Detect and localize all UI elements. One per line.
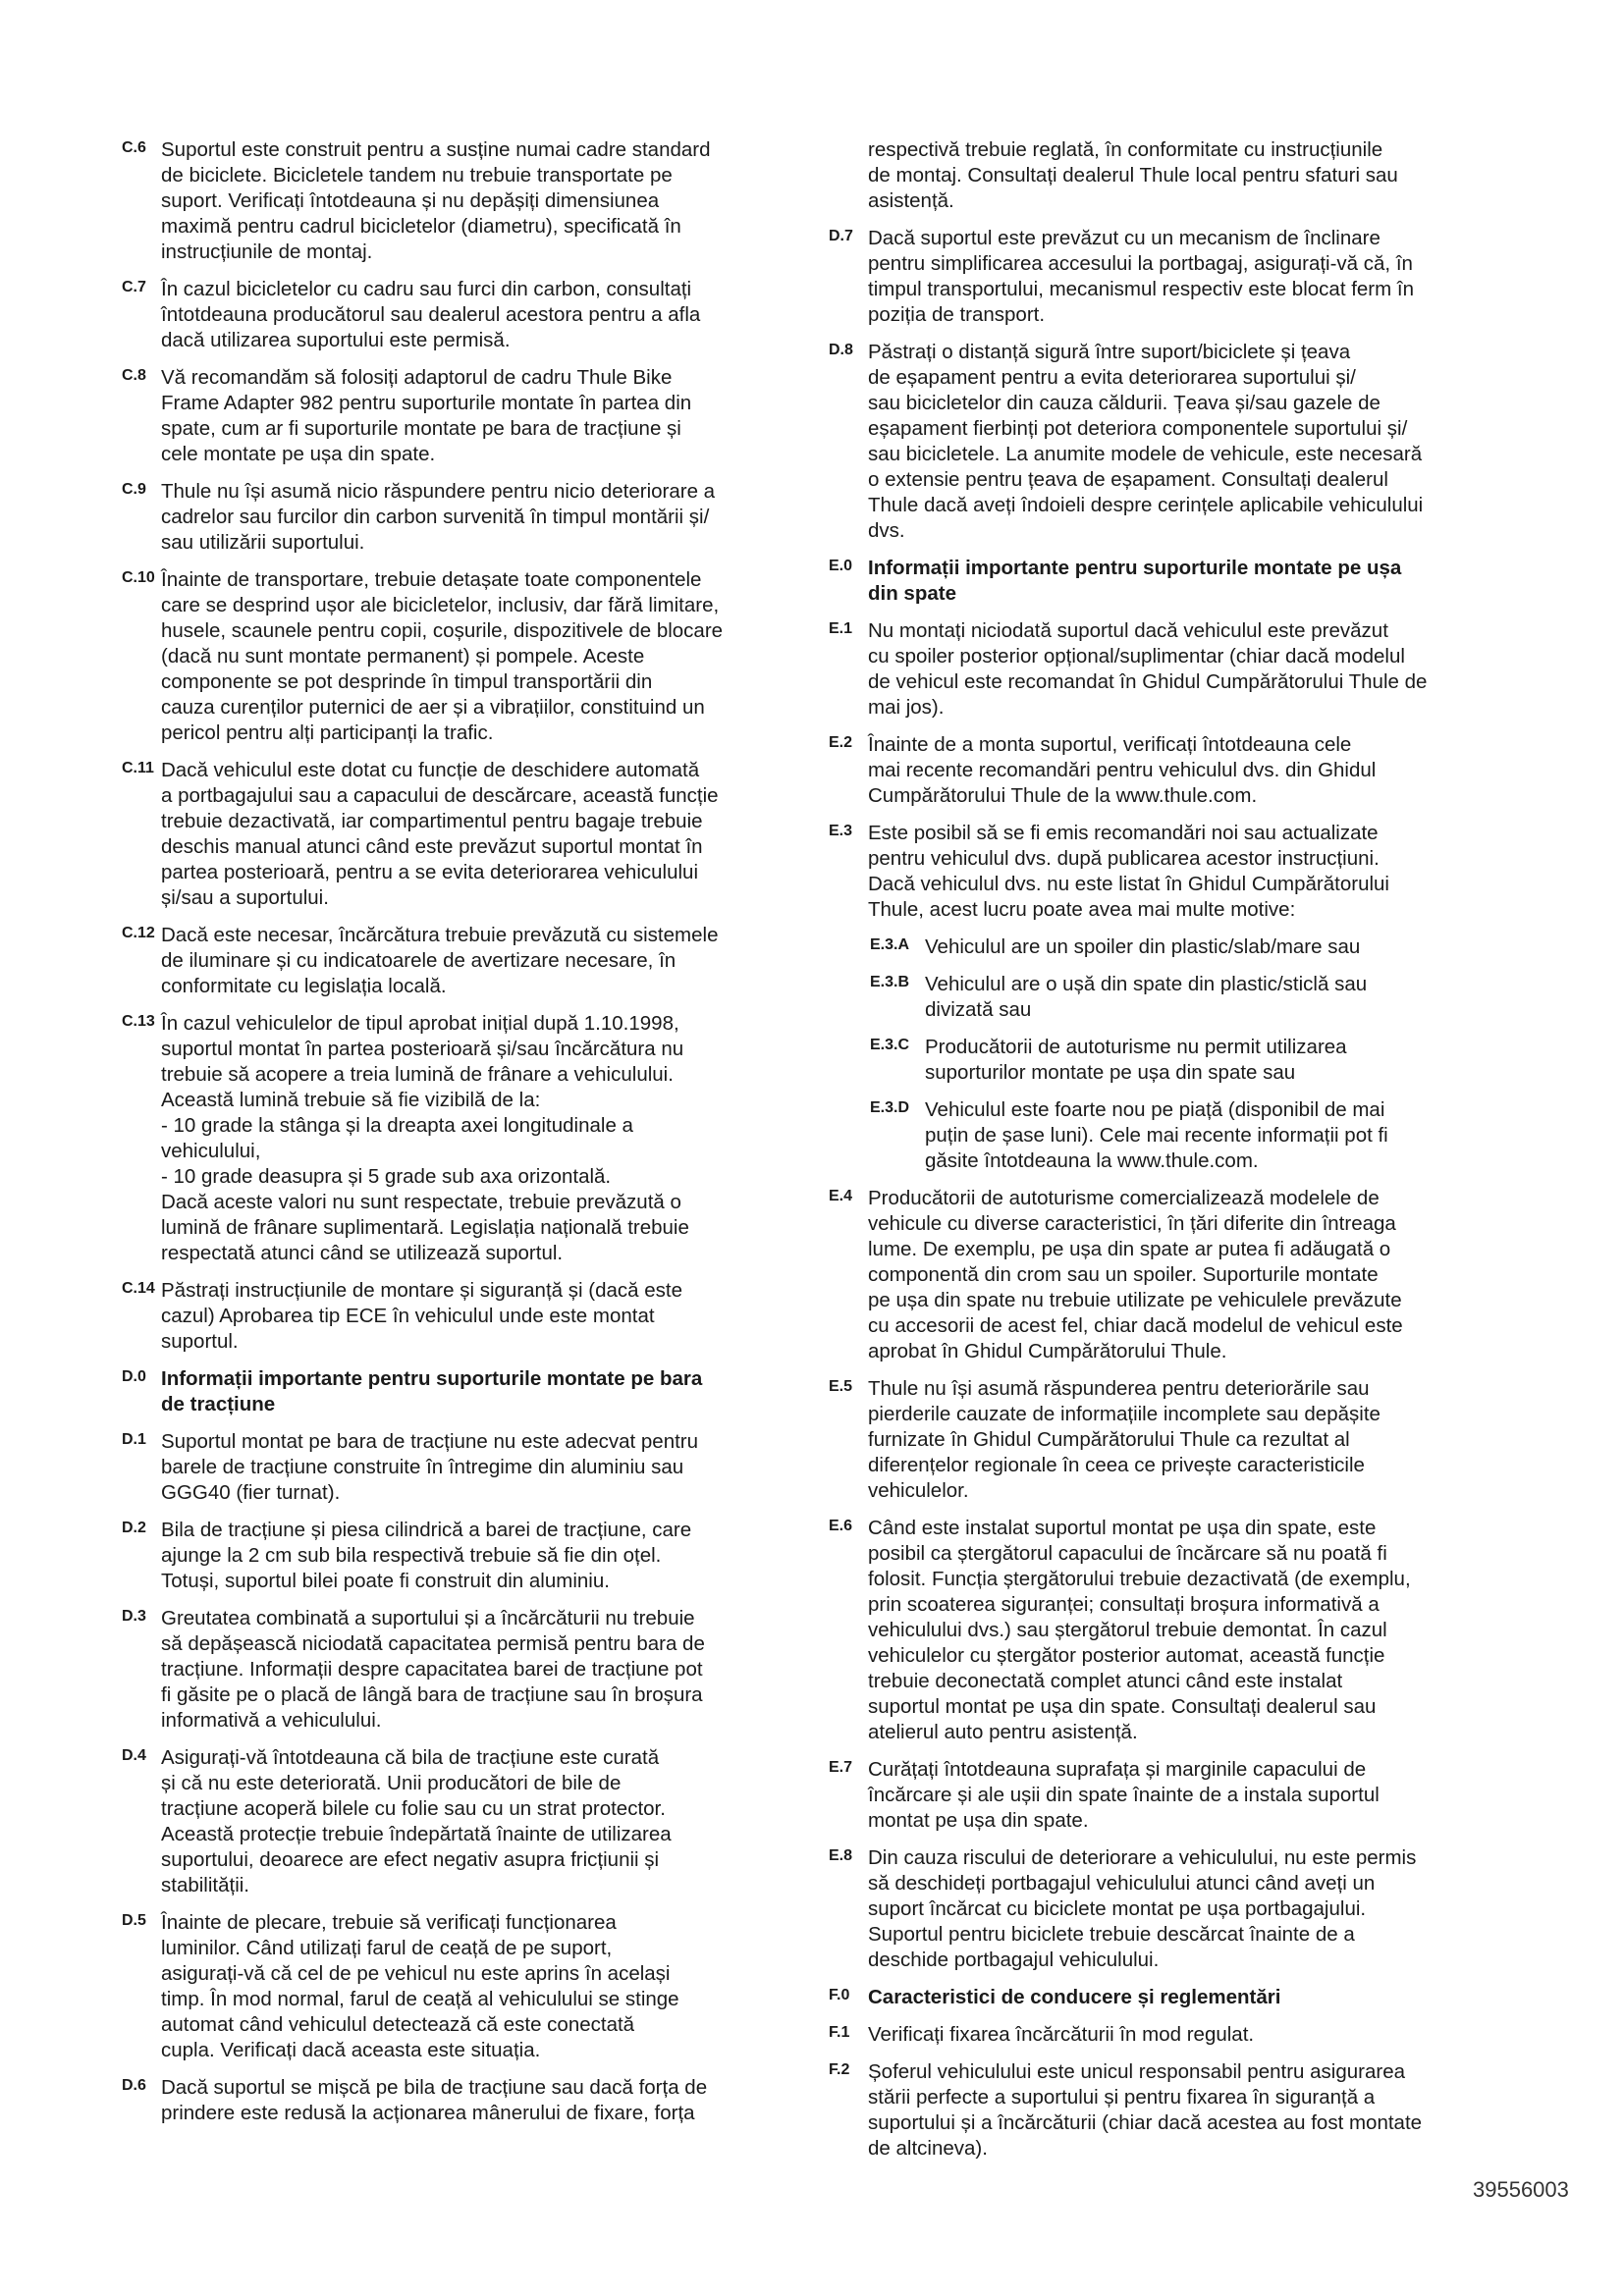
list-item xyxy=(829,1845,1516,1973)
list-item xyxy=(870,972,1516,1023)
item-text: Verificați fixarea încărcăturii în mod regulat. xyxy=(868,2023,1255,2046)
item-code: E.6 xyxy=(829,1518,853,1534)
item-code: D.0 xyxy=(122,1368,146,1385)
item-text: Informații importante pentru suporturile montate pe ușa din spate xyxy=(868,557,1402,605)
item-code: E.5 xyxy=(829,1378,853,1395)
list-item xyxy=(122,1910,809,2063)
item-text: Greutatea combinată a suportului și a încărcăturii nu trebuie să depășească niciodată capacitatea permisă pentru bara de tracțiune. Informații despre capacitatea barei de tracțiune pot fi găsite pe o placă de lângă bara de tracțiune sau în broșura informativă a vehiculului. xyxy=(161,1607,705,1732)
item-text: Vehiculul este foarte nou pe piață (disponibil de mai puțin de șase luni). Cele mai recente informații pot fi găsite întotdeauna la www.thule.com. xyxy=(925,1098,1388,1172)
item-text: Suportul montat pe bara de tracțiune nu este adecvat pentru barele de tracțiune construite în întregime din aluminiu sau GGG40 (fier turnat). xyxy=(161,1430,699,1504)
list-item xyxy=(122,2075,809,2126)
item-text: Dacă suportul este prevăzut cu un mecanism de înclinare pentru simplificarea accesului la portbagaj, asigurați-vă că, în timpul transportului, mecanismul respectiv este blocat ferm în poziția de transport. xyxy=(868,227,1415,326)
item-text: Înainte de plecare, trebuie să verificați funcționarea luminilor. Când utilizați farul de ceață de pe suport, asigurați-vă că cel de pe vehicul nu este aprins în același timp. În mod normal, farul de ceață al vehiculului se stinge automat când vehiculul detectează că este conectată cupla. Verificați dacă aceasta este situația. xyxy=(161,1911,679,2061)
list-item xyxy=(829,226,1516,328)
list-item xyxy=(122,758,809,911)
item-code: D.1 xyxy=(122,1431,146,1448)
item-text: Vă recomandăm să folosiți adaptorul de cadru Thule Bike Frame Adapter 982 pentru suporturile montate în partea din spate, cum ar fi suporturile montate pe bara de tracțiune și cele montate pe ușa din spate. xyxy=(161,366,692,465)
item-text: Șoferul vehiculului este unicul responsabil pentru asigurarea stării perfecte a suportului și pentru fixarea în siguranță a suportului și a încărcăturii (chiar dacă acestea au fost montate de altcineva). xyxy=(868,2060,1423,2160)
list-item xyxy=(122,1606,809,1734)
item-text: Păstrați instrucțiunile de montare și siguranță și (dacă este cazul) Aprobarea tip ECE în vehiculul unde este montat suportul. xyxy=(161,1279,682,1353)
right-column xyxy=(829,137,1516,2173)
item-text: Producătorii de autoturisme nu permit utilizarea suporturilor montate pe ușa din spate sau xyxy=(925,1036,1347,1084)
list-item xyxy=(122,567,809,746)
item-code: C.10 xyxy=(122,569,155,586)
item-text: Producătorii de autoturisme comercializează modelele de vehicule cu diverse caracteristici, în țări diferite din întreaga lume. De exemplu, pe ușa din spate ar putea fi adăugată o componentă din crom sau un spoiler. Suporturile montate pe ușa din spate nu trebuie utilizate pe vehiculele prevăzute cu accesorii de acest fel, chiar dacă modelul de vehicul este aprobat în Ghidul Cumpărătorului Thule. xyxy=(868,1187,1403,1362)
item-code: E.3 xyxy=(829,823,853,839)
list-item xyxy=(829,618,1516,721)
item-text: Informații importante pentru suporturile montate pe bara de tracțiune xyxy=(161,1367,703,1415)
item-text: Caracteristici de conducere și reglementări xyxy=(868,1986,1281,2008)
item-code: C.11 xyxy=(122,760,154,776)
list-item xyxy=(829,821,1516,923)
item-text: Dacă este necesar, încărcătura trebuie prevăzută cu sistemele de iluminare și cu indicatoarele de avertizare necesare, în conformitate cu legislația locală. xyxy=(161,924,719,997)
item-code: D.8 xyxy=(829,342,853,358)
item-text: respectivă trebuie reglată, în conformitate cu instrucțiunile de montaj. Consultați dealerul Thule local pentru sfaturi sau asistență. xyxy=(868,138,1398,212)
list-item xyxy=(122,137,809,265)
list-item xyxy=(829,1186,1516,1364)
item-code: E.3.D xyxy=(870,1099,910,1116)
list-item xyxy=(829,1516,1516,1745)
list-item xyxy=(122,479,809,556)
item-text: Înainte de transportare, trebuie detașate toate componentele care se desprind ușor ale bicicletelor, inclusiv, dar fără limitare, husele, scaunele pentru copii, coșurile, dispozitivele de blocare (dacă nu sunt montate permanent) și pompele. Aceste componente se pot desprinde în timpul transportării din cauza curenților puternici de aer și a vibrațiilor, constituind un pericol pentru alți participanți la trafic. xyxy=(161,568,724,744)
list-item xyxy=(122,923,809,999)
item-code: E.3.A xyxy=(870,936,910,953)
item-code: D.6 xyxy=(122,2077,146,2094)
item-code: E.4 xyxy=(829,1188,853,1204)
item-text: În cazul vehiculelor de tipul aprobat inițial după 1.10.1998, suportul montat în partea posterioară și/sau încărcătura nu trebuie să acopere a treia lumină de frânare a vehiculului. Această lumină trebuie să fie vizibilă de la: - 10 grade la stânga și la dreapta axei longitudinale a vehiculului, - 10 grade deasupra și 5 grade sub axa orizontală. Dacă aceste valori nu sunt respectate, trebuie prevăzută o lumină de frânare suplimentară. Legislația națională trebuie respectată atunci când se utilizează suportul. xyxy=(161,1012,689,1264)
item-code: C.13 xyxy=(122,1013,155,1030)
item-text: Păstrați o distanță sigură între suport/biciclete și țeava de eșapament pentru a evita deteriorarea suportului și/ sau bicicletelor din cauza căldurii. Țeava și/sau gazele de eșapament fierbinți pot deteriora componentele suportului și/ sau bicicletele. La anumite modele de vehicule, este necesară o extensie pentru țeava de eșapament. Consultați dealerul Thule dacă aveți îndoieli despre cerințele aplicabile vehiculului dvs. xyxy=(868,341,1424,542)
section-heading xyxy=(829,556,1516,607)
item-code: D.2 xyxy=(122,1520,146,1536)
item-text: Când este instalat suportul montat pe ușa din spate, este posibil ca ștergătorul capacului de încărcare să nu poată fi folosit. Funcția ștergătorului trebuie dezactivată (de exemplu, prin scoaterea siguranței; consultați broșura informativă a vehiculului dvs.) sau ștergătorul trebuie demontat. În cazul vehiculelor cu ștergător posterior automat, această funcție trebuie deconectată complet atunci când este instalat suportul montat pe ușa din spate. Consultați dealerul sau atelierul auto pentru asistență. xyxy=(868,1517,1411,1743)
item-code: F.0 xyxy=(829,1987,850,2003)
list-item xyxy=(829,732,1516,809)
item-text: Thule nu își asumă răspunderea pentru deteriorările sau pierderile cauzate de informațiile incomplete sau depășite furnizate în Ghidul Cumpărătorului Thule ca rezultat al diferențelor regionale în ceea ce privește caracteristicile vehiculelor. xyxy=(868,1377,1380,1502)
section-heading xyxy=(122,1366,809,1417)
item-code: E.0 xyxy=(829,558,853,574)
item-code: C.7 xyxy=(122,279,146,295)
item-code: F.2 xyxy=(829,2061,850,2078)
list-item xyxy=(870,934,1516,960)
item-text: Asigurați-vă întotdeauna că bila de tracțiune este curată și că nu este deteriorată. Unii producători de bile de tracțiune acoperă bilele cu folie sau cu un strat protector. Această protecție trebuie îndepărtată înainte de utilizarea suportului, deoarece are efect negativ asupra fricțiunii și stabilității. xyxy=(161,1746,672,1896)
list-item xyxy=(122,1011,809,1266)
list-item xyxy=(122,365,809,467)
item-text: Suportul este construit pentru a susține numai cadre standard de biciclete. Bicicletele tandem nu trebuie transportate pe suport. Verificați întotdeauna și nu depășiți dimensiunea maximă pentru cadrul bicicletelor (diametru), specificată în instrucțiunile de montaj. xyxy=(161,138,711,263)
item-text: Este posibil să se fi emis recomandări noi sau actualizate pentru vehiculul dvs. după publicarea acestor instrucțiuni. Dacă vehiculul dvs. nu este listat în Ghidul Cumpărătorului Thule, acest lucru poate avea mai multe motive: xyxy=(868,822,1389,921)
list-item xyxy=(829,137,1516,214)
list-item xyxy=(829,1757,1516,1834)
item-text: Curățați întotdeauna suprafața și marginile capacului de încărcare și ale ușii din spate înainte de a instala suportul montat pe ușa din spate. xyxy=(868,1758,1380,1832)
item-text: Thule nu își asumă nicio răspundere pentru nicio deteriorare a cadrelor sau furcilor din carbon survenită în timpul montării și/ sau utilizării suportului. xyxy=(161,480,716,554)
list-item xyxy=(870,1035,1516,1086)
list-item xyxy=(829,1376,1516,1504)
page-number: 39556003 xyxy=(1473,2177,1569,2202)
item-code: D.7 xyxy=(829,228,853,244)
item-code: C.8 xyxy=(122,367,146,384)
item-code: F.1 xyxy=(829,2024,850,2041)
item-code: C.6 xyxy=(122,139,146,156)
list-item xyxy=(122,1429,809,1506)
list-item xyxy=(122,1278,809,1355)
item-text: Vehiculul are o ușă din spate din plastic/sticlă sau divizată sau xyxy=(925,973,1368,1021)
item-text: Vehiculul are un spoiler din plastic/slab/mare sau xyxy=(925,935,1361,958)
item-code: D.5 xyxy=(122,1912,146,1929)
item-code: E.2 xyxy=(829,734,853,751)
item-code: E.7 xyxy=(829,1759,853,1776)
item-code: E.1 xyxy=(829,620,853,637)
item-text: Dacă vehiculul este dotat cu funcție de deschidere automată a portbagajului sau a capacului de descărcare, această funcție trebuie dezactivată, iar compartimentul pentru bagaje trebuie deschis manual atunci când este prevăzut suportul montat în partea posterioară, pentru a se evita deteriorarea vehiculului și/sau a suportului. xyxy=(161,759,719,909)
item-code: E.3.B xyxy=(870,974,910,990)
item-code: D.4 xyxy=(122,1747,146,1764)
list-item xyxy=(829,2022,1516,2048)
item-text: În cazul bicicletelor cu cadru sau furci din carbon, consultați întotdeauna producătorul sau dealerul acestora pentru a afla dacă utilizarea suportului este permisă. xyxy=(161,278,701,351)
item-text: Bila de tracțiune și piesa cilindrică a barei de tracțiune, care ajunge la 2 cm sub bila respectivă trebuie să fie din oțel. Totuși, suportul bilei poate fi construit din aluminiu. xyxy=(161,1519,692,1592)
list-item xyxy=(829,340,1516,544)
left-column xyxy=(122,137,809,2138)
item-text: Din cauza riscului de deteriorare a vehiculului, nu este permis să deschideți portbagajul vehiculului atunci când aveți un suport încărcat cu biciclete montat pe ușa portbagajului. Suportul pentru biciclete trebuie descărcat înainte de a deschide portbagajul vehiculului. xyxy=(868,1846,1417,1971)
list-item xyxy=(122,1518,809,1594)
item-code: C.14 xyxy=(122,1280,155,1297)
item-text: Înainte de a monta suportul, verificați întotdeauna cele mai recente recomandări pentru vehiculul dvs. din Ghidul Cumpărătorului Thule de la www.thule.com. xyxy=(868,733,1377,807)
item-text: Dacă suportul se mișcă pe bila de tracțiune sau dacă forța de prindere este redusă la acționarea mânerului de fixare, forța xyxy=(161,2076,708,2124)
item-code: D.3 xyxy=(122,1608,146,1625)
item-text: Nu montați niciodată suportul dacă vehiculul este prevăzut cu spoiler posterior opțional/suplimentar (chiar dacă modelul de vehicul este recomandat în Ghidul Cumpărătorului Thule de mai jos). xyxy=(868,619,1428,719)
item-code: E.3.C xyxy=(870,1037,910,1053)
list-item xyxy=(122,277,809,353)
item-code: E.8 xyxy=(829,1847,853,1864)
item-code: C.12 xyxy=(122,925,155,941)
section-heading xyxy=(829,1985,1516,2010)
item-code: C.9 xyxy=(122,481,146,498)
list-item xyxy=(870,1097,1516,1174)
list-item xyxy=(829,2059,1516,2162)
list-item xyxy=(122,1745,809,1898)
